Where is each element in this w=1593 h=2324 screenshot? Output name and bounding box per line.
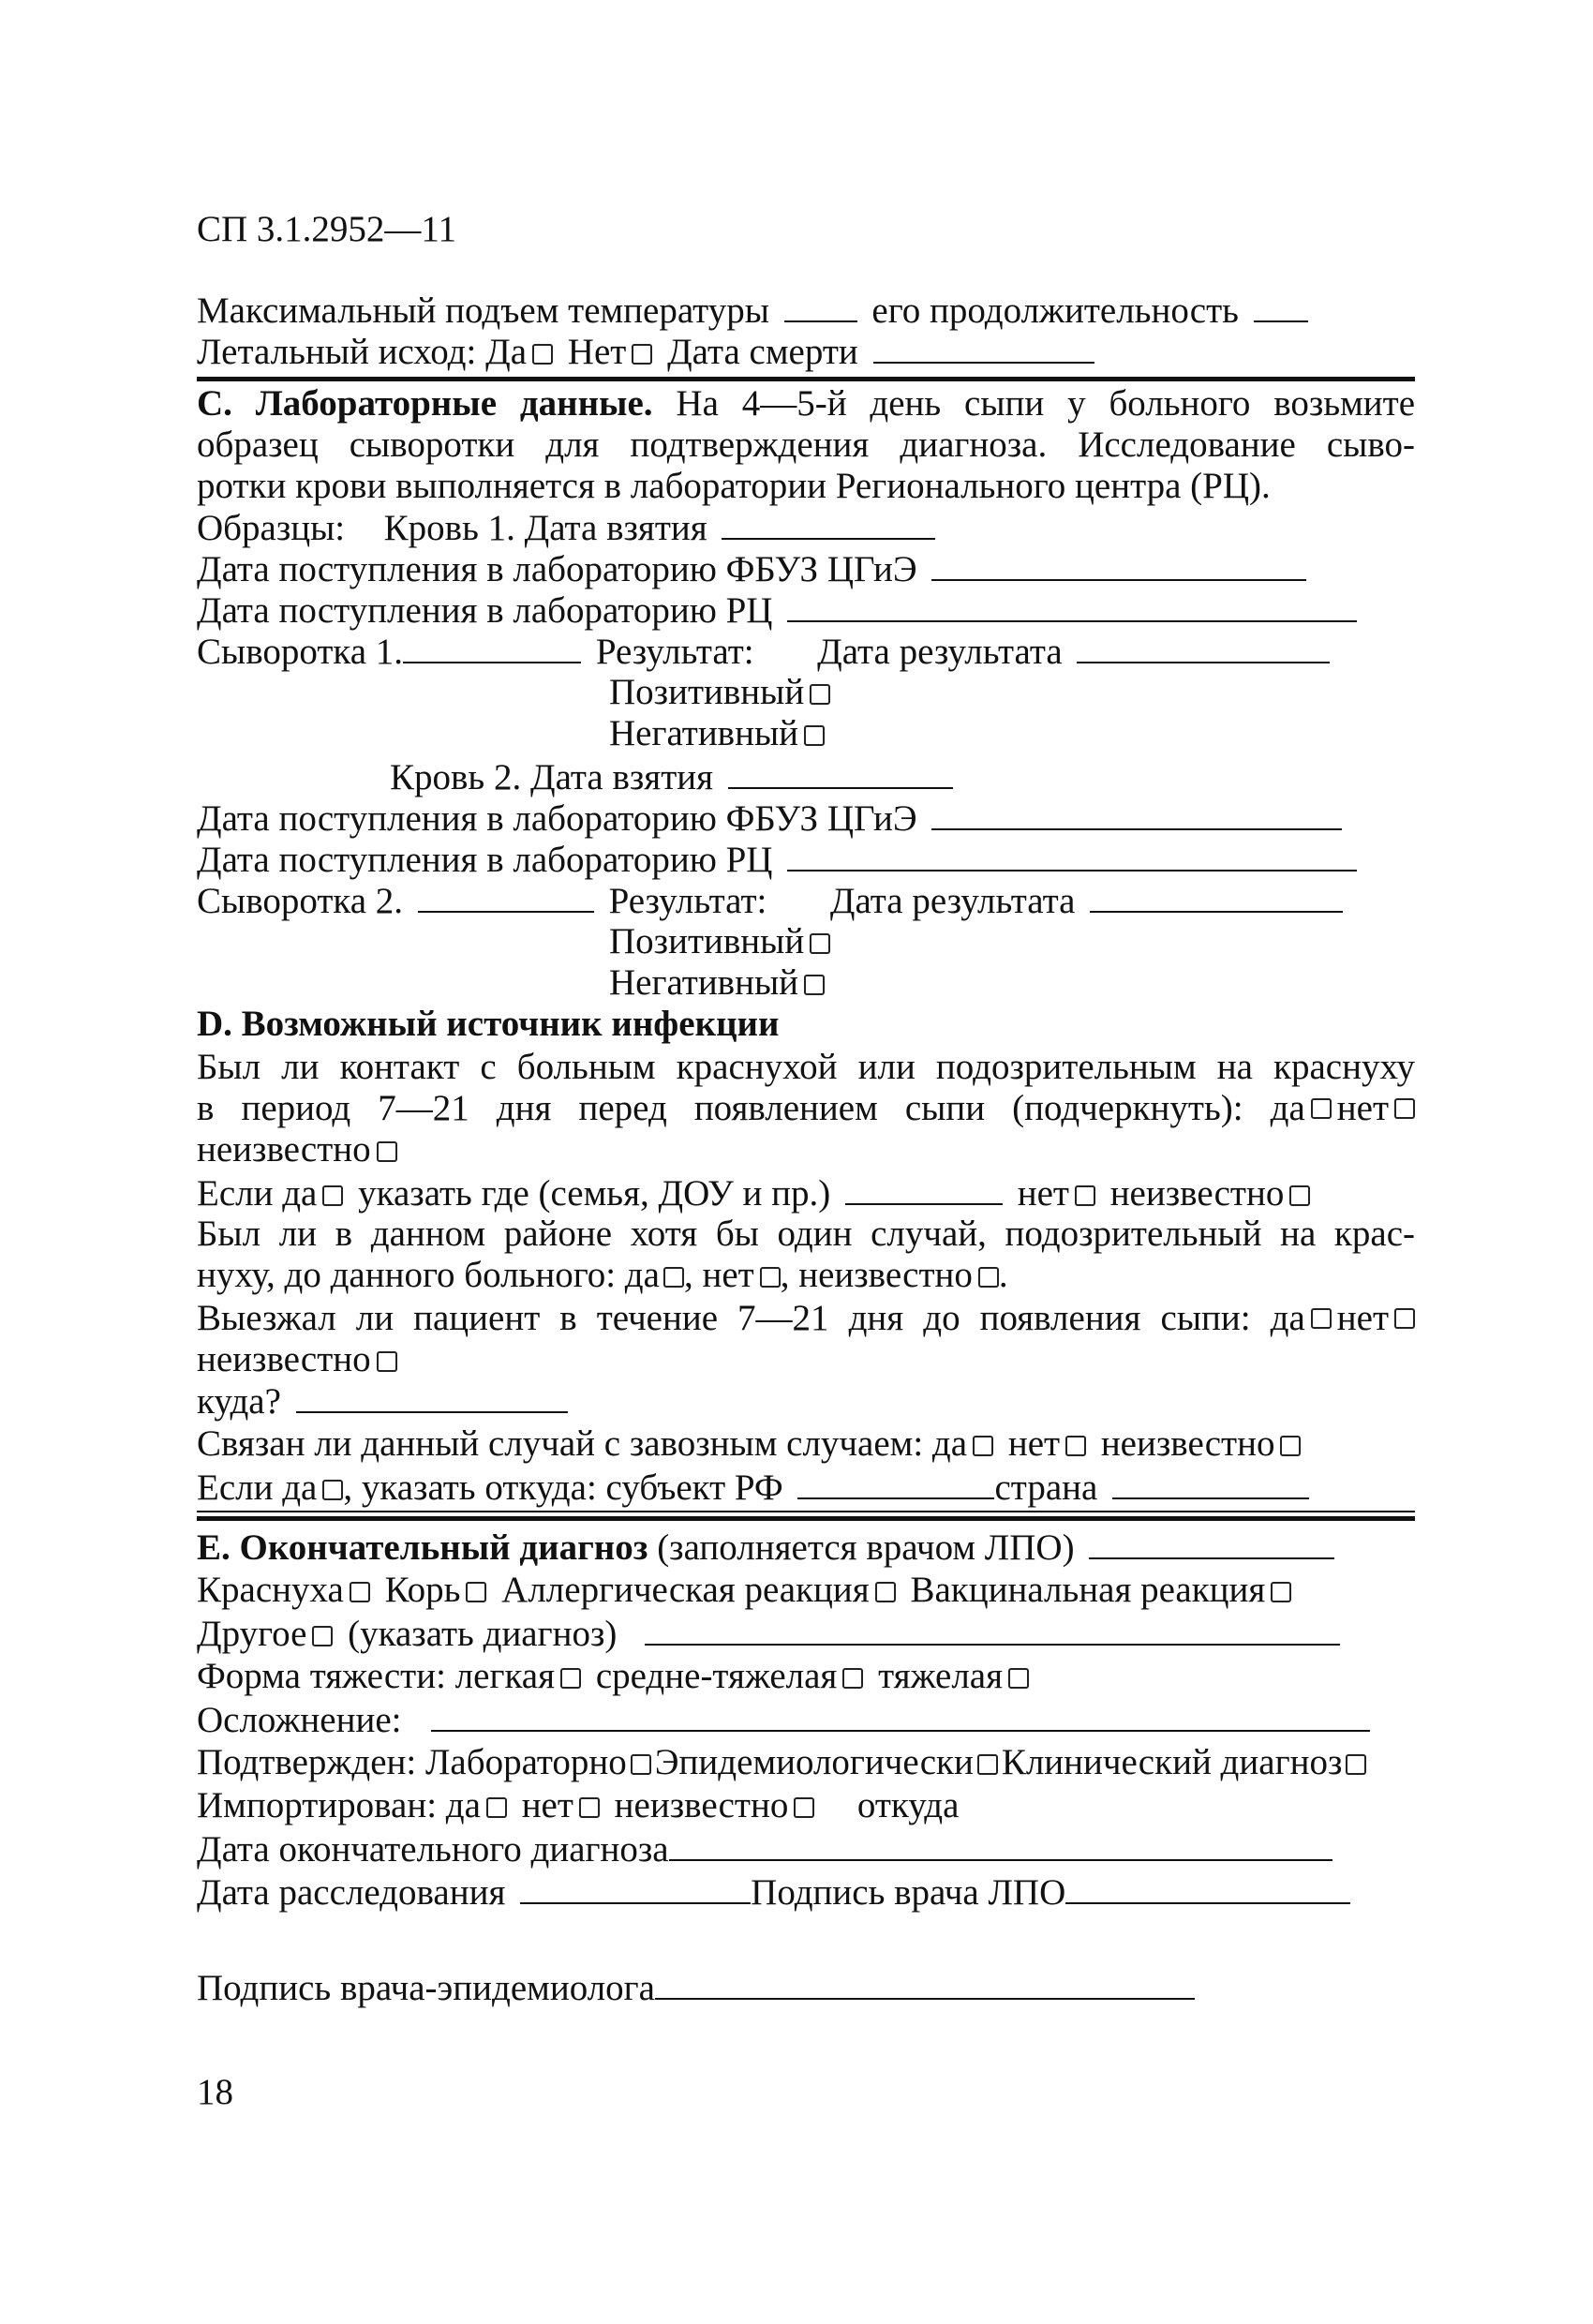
serum1-negative-row xyxy=(609,712,830,755)
severity-moderate-label: средне-тяжелая xyxy=(595,1656,838,1696)
duration-field[interactable] xyxy=(1254,289,1308,322)
imported-row xyxy=(197,1784,959,1827)
complication-label: Осложнение: xyxy=(197,1700,402,1740)
serum2-label: Сыворотка 2. xyxy=(197,881,404,921)
serum2-positive-row xyxy=(609,920,836,963)
serum1-row xyxy=(197,630,1335,673)
section-e-title: E. Окончательный диагноз xyxy=(197,1527,648,1568)
blood1-fbuz-row xyxy=(197,547,1312,590)
blood2-rc-date-field[interactable] xyxy=(787,838,1357,872)
investigation-date-label: Дата расследования xyxy=(197,1872,506,1913)
serum2-negative-row xyxy=(609,961,830,1005)
where-no-label: нет xyxy=(1017,1173,1069,1214)
contact-no-label: нет xyxy=(1336,1088,1389,1128)
imported-unknown-checkbox[interactable] xyxy=(794,1797,814,1818)
serum1-result-date-field[interactable] xyxy=(1077,630,1330,663)
district-case-line2: нуху, до данного больного: да , нет , неизвестно . xyxy=(197,1255,1008,1295)
where-no-checkbox[interactable] xyxy=(1075,1185,1095,1206)
contact-unknown-label: неизвестно xyxy=(197,1129,371,1169)
section-e-note: (заполняется врачом ЛПО) xyxy=(657,1527,1075,1568)
epidemiologist-signature-label: Подпись врача-эпидемиолога xyxy=(197,1968,655,2008)
rubella-checkbox[interactable] xyxy=(350,1582,370,1602)
source-if-yes-label: Если да xyxy=(197,1467,318,1508)
district-unknown-checkbox[interactable] xyxy=(978,1267,999,1288)
serum1-negative-label: Негативный xyxy=(609,713,799,753)
serum2-positive-label: Позитивный xyxy=(609,921,805,961)
severity-label: Форма тяжести: легкая xyxy=(197,1656,556,1696)
district-yes-checkbox[interactable] xyxy=(663,1267,684,1288)
diagnosis-options-row xyxy=(197,1569,1415,1612)
complication-field[interactable] xyxy=(431,1698,1370,1732)
contact-question-line1: Был ли контакт с больным краснухой или подозрительным на краснуху xyxy=(197,1047,1415,1087)
other-note: (указать диагноз) xyxy=(348,1614,618,1654)
serum2-result-date-field[interactable] xyxy=(1090,879,1343,913)
serum1-label: Сыворотка 1. xyxy=(197,632,404,672)
travel-yes-checkbox[interactable] xyxy=(1311,1308,1332,1329)
section-c-intro-2: образец сыворотки для подтверждения диагноза. Исследование сыво- xyxy=(197,425,1415,465)
section-c-intro-text-1: На 4—5-й день сыпи у больного возьмите xyxy=(676,383,1416,424)
lab-rc-label-1: Дата поступления в лабораторию РЦ xyxy=(197,590,773,631)
travel-unknown-label: неизвестно xyxy=(197,1339,371,1379)
link-no-checkbox[interactable] xyxy=(1065,1436,1086,1456)
where-unknown-checkbox[interactable] xyxy=(1289,1185,1310,1206)
serum1-negative-checkbox[interactable] xyxy=(804,725,825,746)
blood1-date-field[interactable] xyxy=(722,506,935,540)
source-from-label: , указать откуда: субъект РФ xyxy=(343,1467,783,1508)
source-region-field[interactable] xyxy=(797,1466,994,1499)
link-no-label: нет xyxy=(1007,1423,1061,1464)
serum2-result-date-label: Дата результата xyxy=(829,881,1076,921)
if-yes-checkbox[interactable] xyxy=(322,1185,343,1206)
travel-no-checkbox[interactable] xyxy=(1394,1308,1415,1329)
complication-row xyxy=(197,1698,1376,1741)
travel-question-text: Выезжал ли пациент в течение 7—21 дня до появления сыпи: да xyxy=(197,1298,1305,1338)
other-checkbox[interactable] xyxy=(312,1626,333,1646)
imported-link-row xyxy=(197,1423,1306,1466)
travel-question-row xyxy=(197,1297,1415,1340)
imported-no-checkbox[interactable] xyxy=(579,1797,600,1818)
measles-label: Корь xyxy=(384,1570,461,1610)
epidemiologist-signature-field[interactable] xyxy=(655,1966,1195,2000)
source-yes-checkbox[interactable] xyxy=(322,1480,343,1500)
imported-label: Импортирован: да xyxy=(197,1785,481,1825)
contact-unknown-row xyxy=(197,1128,403,1171)
severity-mild-checkbox[interactable] xyxy=(560,1668,581,1689)
section-divider xyxy=(197,377,1415,381)
lab-rc-label-2: Дата поступления в лабораторию РЦ xyxy=(197,840,773,880)
contact-yes-checkbox[interactable] xyxy=(1311,1098,1332,1119)
final-diagnosis-row xyxy=(197,1526,1340,1569)
serum2-negative-label: Негативный xyxy=(609,962,799,1003)
where-to-label: куда? xyxy=(197,1381,281,1422)
imported-from-label: откуда xyxy=(856,1785,960,1825)
other-diagnosis-field[interactable] xyxy=(645,1612,1340,1646)
samples-label: Образцы: xyxy=(197,508,346,548)
max-temp-label: Максимальный подъем температуры xyxy=(197,290,769,331)
lpo-signature-field[interactable] xyxy=(1065,1870,1350,1904)
imported-link-label: Связан ли данный случай с завозным случаем: да xyxy=(197,1423,968,1464)
final-date-field[interactable] xyxy=(669,1827,1332,1861)
imported-unknown-label: неизвестно xyxy=(614,1785,789,1825)
country-label: страна xyxy=(994,1467,1098,1508)
epidemiologist-signature-row xyxy=(197,1966,1200,2009)
district-no-checkbox[interactable] xyxy=(760,1267,781,1288)
final-date-row xyxy=(197,1827,1338,1870)
vaccine-reaction-label: Вакцинальная реакция xyxy=(910,1570,1266,1610)
contact-unknown-checkbox[interactable] xyxy=(377,1141,397,1162)
final-diagnosis-field[interactable] xyxy=(1089,1526,1334,1559)
serum1-field[interactable] xyxy=(403,630,581,663)
blood2-fbuz-date-field[interactable] xyxy=(931,797,1342,830)
fatal-yes-label: Да xyxy=(485,332,528,372)
blood1-rc-row xyxy=(197,588,1362,632)
contact-question-text: в период 7—21 дня перед появлением сыпи (подчеркнуть): да xyxy=(197,1088,1305,1128)
confirmed-label: Подтвержден: Лабораторно xyxy=(197,1742,627,1782)
travel-unknown-row xyxy=(197,1338,403,1381)
travel-unknown-checkbox[interactable] xyxy=(377,1351,397,1372)
allergic-checkbox[interactable] xyxy=(875,1582,896,1602)
severity-row xyxy=(197,1655,1035,1698)
serum2-positive-checkbox[interactable] xyxy=(810,933,830,954)
district-case-text: нуху, до данного больного: да xyxy=(197,1255,660,1295)
fatal-outcome-row xyxy=(197,330,1100,373)
other-label: Другое xyxy=(197,1614,307,1654)
other-diagnosis-row xyxy=(197,1612,1346,1655)
serum1-positive-checkbox[interactable] xyxy=(810,684,830,705)
source-country-field[interactable] xyxy=(1112,1466,1309,1499)
confirmed-lab-checkbox[interactable] xyxy=(631,1754,651,1775)
serum2-row xyxy=(197,879,1348,922)
imported-yes-checkbox[interactable] xyxy=(486,1797,507,1818)
investigation-row xyxy=(197,1870,1356,1914)
blood1-fbuz-date-field[interactable] xyxy=(931,547,1306,581)
section-d-title: D. Возможный источник инфекции xyxy=(197,1004,780,1044)
district-case-line1: Был ли в данном районе хотя бы один случай, подозрительный на крас- xyxy=(197,1214,1415,1254)
blood2-fbuz-row xyxy=(197,797,1347,840)
confirmed-epid-label: Эпидемиологически xyxy=(654,1742,974,1782)
rubella-label: Краснуха xyxy=(197,1570,344,1610)
section-divider-top xyxy=(197,1511,1415,1512)
vaccine-reaction-checkbox[interactable] xyxy=(1271,1582,1291,1602)
blood2-label: Кровь 2. Дата взятия xyxy=(390,757,714,797)
section-divider-bottom xyxy=(197,1516,1415,1521)
serum1-result-date-label: Дата результата xyxy=(817,632,1063,672)
confirmed-clinical-label: Клинический диагноз xyxy=(1001,1742,1343,1782)
district-unknown-label: неизвестно xyxy=(798,1255,973,1295)
blood1-label: Кровь 1. Дата взятия xyxy=(383,508,707,548)
contact-no-checkbox[interactable] xyxy=(1394,1098,1415,1119)
fatal-no-checkbox[interactable] xyxy=(632,344,652,365)
max-temp-field[interactable] xyxy=(784,289,857,322)
serum1-positive-row xyxy=(609,671,836,714)
section-c-intro-1 xyxy=(197,382,1415,425)
contact-where-field[interactable] xyxy=(845,1171,1003,1205)
serum2-negative-checkbox[interactable] xyxy=(804,975,825,995)
blood2-date-field[interactable] xyxy=(728,755,953,789)
serum1-positive-label: Позитивный xyxy=(609,672,805,712)
death-date-field[interactable] xyxy=(873,330,1094,364)
source-origin-row xyxy=(197,1466,1315,1509)
where-label: указать где (семья, ДОУ и пр.) xyxy=(358,1173,831,1214)
max-temp-row xyxy=(197,289,1314,332)
link-yes-checkbox[interactable] xyxy=(973,1436,993,1456)
confirmed-clinical-checkbox[interactable] xyxy=(1346,1754,1366,1775)
blood2-row xyxy=(390,755,959,798)
district-no-label: нет xyxy=(702,1255,754,1295)
document-code: СП 3.1.2952—11 xyxy=(197,209,456,249)
severity-severe-checkbox[interactable] xyxy=(1008,1668,1029,1689)
lab-fbuz-label-1: Дата поступления в лабораторию ФБУЗ ЦГиЭ xyxy=(197,549,917,589)
serum1-result-label: Результат: xyxy=(595,632,754,672)
contact-question-line2 xyxy=(197,1087,1415,1130)
serum2-field[interactable] xyxy=(418,879,594,913)
contact-where-row xyxy=(197,1171,1316,1214)
duration-label: его продолжительность xyxy=(871,290,1239,331)
lab-fbuz-label-2: Дата поступления в лабораторию ФБУЗ ЦГиЭ xyxy=(197,798,917,839)
section-c-title: C. Лабораторные данные. xyxy=(197,383,653,424)
confirmed-row xyxy=(197,1741,1415,1784)
allergic-label: Аллергическая реакция xyxy=(501,1570,870,1610)
if-yes-label: Если да xyxy=(197,1173,318,1214)
fatal-no-label: Нет xyxy=(567,332,627,372)
where-unknown-label: неизвестно xyxy=(1109,1173,1285,1214)
lpo-signature-label: Подпись врача ЛПО xyxy=(751,1872,1066,1913)
death-date-label: Дата смерти xyxy=(667,332,858,372)
blood1-rc-date-field[interactable] xyxy=(787,588,1357,622)
blood2-rc-row xyxy=(197,838,1362,881)
measles-checkbox[interactable] xyxy=(466,1582,486,1602)
blood1-row xyxy=(197,506,941,549)
link-unknown-checkbox[interactable] xyxy=(1280,1436,1301,1456)
fatal-yes-checkbox[interactable] xyxy=(532,344,553,365)
imported-no-label: нет xyxy=(521,1785,573,1825)
travel-where-row xyxy=(197,1379,573,1423)
final-date-label: Дата окончательного диагноза xyxy=(197,1829,669,1870)
section-c-intro-3: ротки крови выполняется в лаборатории Регионального центра (РЦ). xyxy=(197,466,1271,506)
page-number: 18 xyxy=(197,2072,233,2112)
confirmed-epid-checkbox[interactable] xyxy=(977,1754,998,1775)
travel-where-field[interactable] xyxy=(296,1379,568,1413)
travel-no-label: нет xyxy=(1336,1298,1389,1338)
severity-moderate-checkbox[interactable] xyxy=(842,1668,863,1689)
investigation-date-field[interactable] xyxy=(520,1870,751,1904)
serum2-result-label: Результат: xyxy=(608,881,767,921)
severity-severe-label: тяжелая xyxy=(878,1656,1004,1696)
link-unknown-label: неизвестно xyxy=(1100,1423,1275,1464)
fatal-label: Летальный исход: xyxy=(197,332,477,372)
